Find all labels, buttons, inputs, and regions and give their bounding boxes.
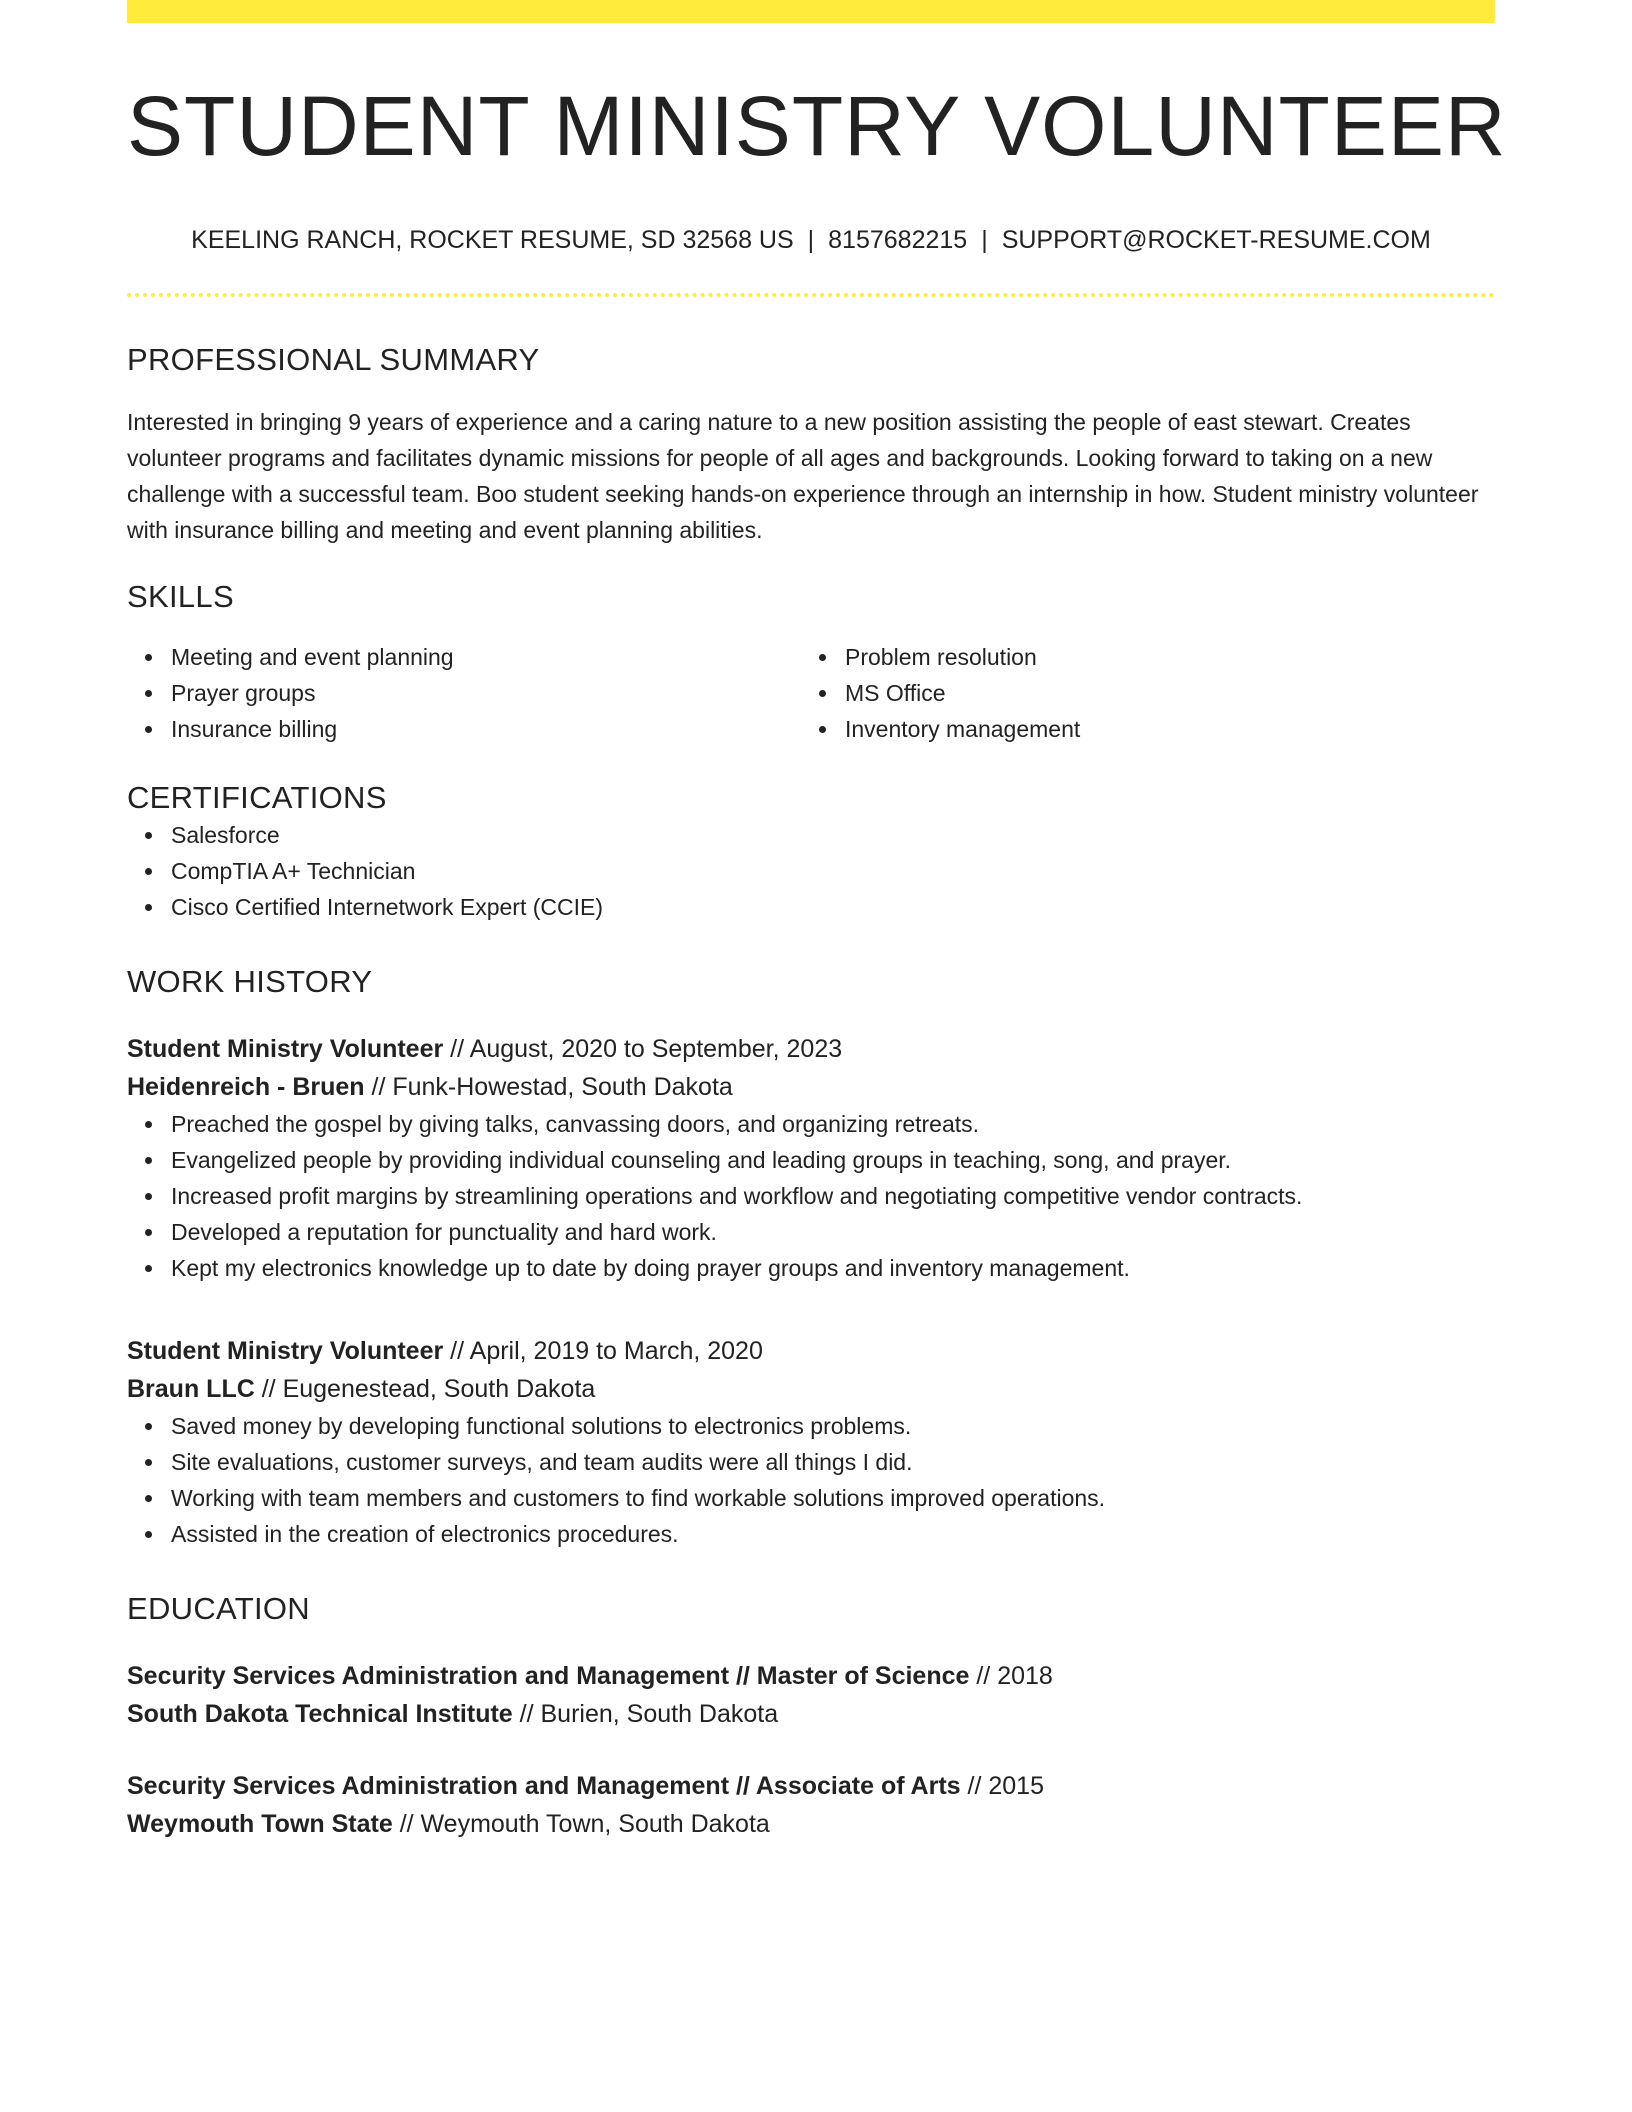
skill-item: Inventory management: [845, 711, 1475, 747]
education-section: [127, 1590, 1495, 1843]
section-title-certifications: CERTIFICATIONS: [127, 780, 387, 816]
education-entry: [127, 1767, 1495, 1843]
skills-column-right: [801, 639, 1475, 747]
certification-item: CompTIA A+ Technician: [171, 853, 1495, 889]
job-company: Heidenreich - Bruen: [127, 1072, 365, 1101]
contact-email: SUPPORT@ROCKET-RESUME.COM: [1001, 226, 1431, 255]
section-title-summary: PROFESSIONAL SUMMARY: [127, 342, 540, 378]
skill-item: MS Office: [845, 675, 1475, 711]
resume-page: [127, 0, 1507, 1843]
dotted-divider: [127, 293, 1495, 297]
job-duty-item: Site evaluations, customer surveys, and team audits were all things I did.: [171, 1444, 1495, 1480]
job-location: // Funk-Howestad, South Dakota: [364, 1072, 733, 1101]
certification-item: Cisco Certified Internetwork Expert (CCIE): [171, 889, 1495, 925]
education-school: Weymouth Town State: [127, 1810, 393, 1839]
job-duty-item: Kept my electronics knowledge up to date by doing prayer groups and inventory management.: [171, 1250, 1495, 1286]
job-duty-item: Developed a reputation for punctuality and hard work.: [171, 1214, 1495, 1250]
certifications-list: [127, 817, 1495, 925]
job-title-line: [127, 1332, 1495, 1370]
contact-separator: |: [981, 226, 988, 255]
skill-item: Problem resolution: [845, 639, 1475, 675]
contact-line: [127, 225, 1495, 255]
education-entry: [127, 1657, 1495, 1733]
job-dates: // April, 2019 to March, 2020: [443, 1336, 763, 1365]
job-duty-item: Increased profit margins by streamlining operations and workflow and negotiating competitive vendor contracts.: [171, 1178, 1495, 1214]
summary-section: [127, 341, 1495, 548]
contact-address: KEELING RANCH, ROCKET RESUME, SD 32568 US: [191, 226, 794, 255]
education-location: // Burien, South Dakota: [512, 1700, 779, 1729]
education-school: South Dakota Technical Institute: [127, 1700, 513, 1729]
education-location: // Weymouth Town, South Dakota: [392, 1810, 770, 1839]
contact-phone: 8157682215: [828, 226, 968, 255]
education-year: // 2015: [960, 1772, 1044, 1801]
education-degree-line: [127, 1657, 1495, 1695]
job-dates: // August, 2020 to September, 2023: [443, 1034, 843, 1063]
job-duties-list: [127, 1408, 1495, 1552]
education-degree-line: [127, 1767, 1495, 1805]
job-company-line: [127, 1370, 1495, 1408]
skill-item: Insurance billing: [171, 711, 801, 747]
section-title-education: EDUCATION: [127, 1590, 310, 1626]
job-duty-item: Working with team members and customers to find workable solutions improved operations.: [171, 1480, 1495, 1516]
section-title-skills: SKILLS: [127, 579, 234, 615]
contact-separator: |: [807, 226, 815, 255]
job-company: Braun LLC: [127, 1374, 255, 1403]
job-duty-item: Saved money by developing functional solutions to electronics problems.: [171, 1408, 1495, 1444]
job-duty-item: Assisted in the creation of electronics procedures.: [171, 1516, 1495, 1552]
work-history-section: [127, 963, 1495, 1552]
job-title-line: [127, 1030, 1495, 1068]
skills-column-left: [127, 639, 801, 747]
skill-item: Meeting and event planning: [171, 639, 801, 675]
education-year: // 2018: [969, 1662, 1053, 1691]
certification-item: Salesforce: [171, 817, 1495, 853]
education-school-line: [127, 1805, 1495, 1843]
candidate-name: STUDENT MINISTRY VOLUNTEER: [127, 79, 1507, 173]
section-title-work-history: WORK HISTORY: [127, 963, 373, 999]
job-role: Student Ministry Volunteer: [127, 1034, 444, 1063]
skills-section: [127, 578, 1495, 747]
job-company-line: [127, 1068, 1495, 1106]
education-degree: Security Services Administration and Management // Master of Science: [127, 1662, 970, 1691]
job-entry: [127, 1030, 1495, 1286]
accent-top-bar: [127, 0, 1495, 23]
job-duty-item: Preached the gospel by giving talks, canvassing doors, and organizing retreats.: [171, 1106, 1495, 1142]
job-location: // Eugenestead, South Dakota: [254, 1374, 596, 1403]
summary-text: Interested in bringing 9 years of experience and a caring nature to a new position assisting the people of east stewart. Creates volunteer programs and facilitates dynamic missions for people of all ages and backgrounds. Looking forward to taking on a new challenge with a successful team. Boo student seeking hands-on experience through an internship in how. Student ministry volunteer with insurance billing and meeting and event planning abilities.: [127, 409, 1479, 544]
certifications-section: [127, 779, 1495, 924]
job-role: Student Ministry Volunteer: [127, 1336, 444, 1365]
skills-grid: [127, 639, 1495, 747]
skill-item: Prayer groups: [171, 675, 801, 711]
job-duty-item: Evangelized people by providing individual counseling and leading groups in teaching, song, and prayer.: [171, 1142, 1495, 1178]
education-school-line: [127, 1695, 1495, 1733]
education-degree: Security Services Administration and Management // Associate of Arts: [127, 1772, 961, 1801]
job-entry: [127, 1332, 1495, 1552]
job-duties-list: [127, 1106, 1495, 1286]
